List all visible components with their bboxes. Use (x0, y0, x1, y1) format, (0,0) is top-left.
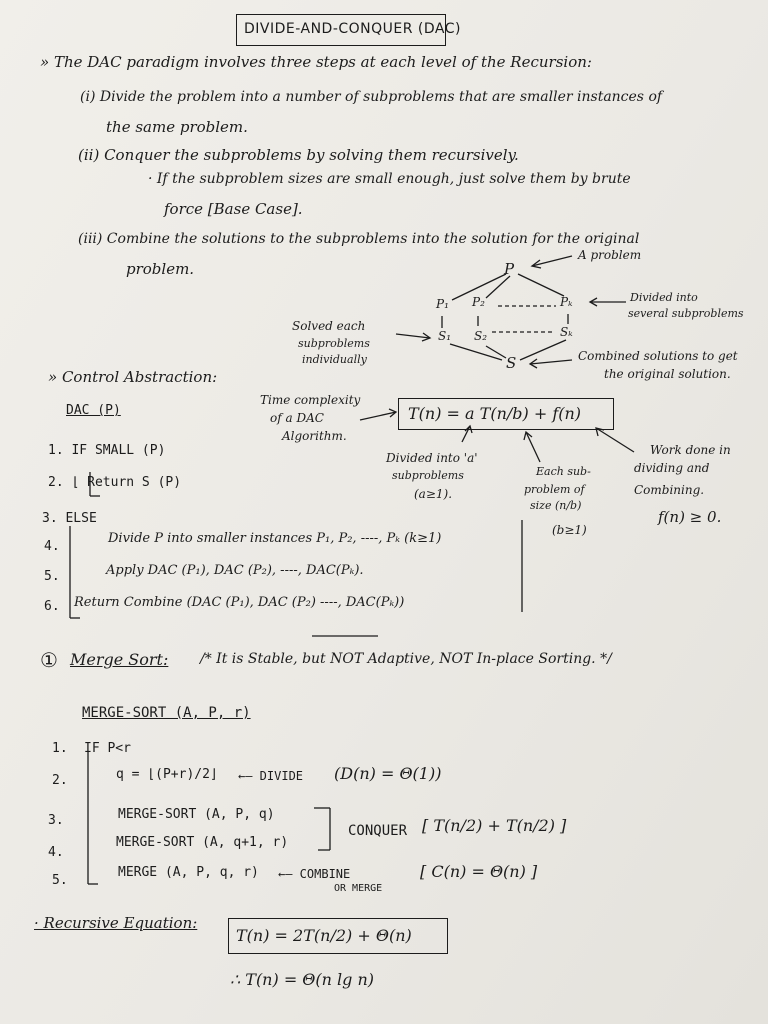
merge-line-1-num: 1. (52, 741, 68, 756)
tree-label-combined-1: Combined solutions to get (578, 349, 738, 363)
tree-label-divided-2: several subproblems (628, 307, 744, 320)
tree-label-combined-2: the original solution. (604, 367, 731, 381)
paradigm-line: » The DAC paradigm involves three steps at each level of the Recursion: (40, 53, 592, 71)
complexity-f-4: f(n) ≥ 0. (658, 508, 722, 526)
complexity-formula: T(n) = a T(n/b) + f(n) (408, 404, 582, 423)
step1-line-b: the same problem. (106, 118, 248, 136)
complexity-a-1: Divided into 'a' (386, 451, 478, 465)
complexity-a-2: subproblems (392, 469, 464, 482)
complexity-f-1: Work done in (650, 443, 731, 457)
tree-node-s1: S₁ (438, 329, 452, 343)
merge-heading: Merge Sort: (70, 650, 169, 669)
control-line-5-num: 5. (44, 569, 60, 584)
step2-line-a: (ii) Conquer the subproblems by solving them recursively. (78, 146, 519, 164)
merge-line-5: MERGE (A, P, q, r) (118, 865, 259, 880)
merge-line-2: q = ⌊(P+r)/2⌋ (116, 767, 218, 782)
tree-node-s2: S₂ (474, 329, 488, 343)
merge-line-4: MERGE-SORT (A, q+1, r) (116, 835, 289, 850)
complexity-b-3: size (n/b) (530, 499, 582, 512)
merge-or-merge-label: OR MERGE (334, 883, 383, 894)
step1-line-a: (i) Divide the problem into a number of subproblems that are smaller instances of (80, 89, 663, 105)
control-line-5: Apply DAC (P₁), DAC (P₂), ----, DAC(Pₖ). (106, 563, 364, 578)
complexity-f-3: Combining. (634, 483, 705, 497)
merge-result: ∴ T(n) = Θ(n lg n) (230, 970, 375, 989)
tree-label-solved-2: subproblems (298, 337, 370, 350)
control-line-4: Divide P into smaller instances P₁, P₂, ----, Pₖ (k≥1) (108, 531, 442, 546)
tree-label-solved-1: Solved each (292, 319, 366, 333)
page-title: DIVIDE-AND-CONQUER (DAC) (244, 21, 461, 37)
merge-conquer-eq: [ T(n/2) + T(n/2) ] (422, 816, 567, 835)
tree-node-p1: P₁ (436, 297, 449, 311)
merge-line-3: MERGE-SORT (A, P, q) (118, 807, 275, 822)
merge-line-4-num: 4. (48, 845, 64, 860)
merge-divide-label: ←— DIVIDE (238, 769, 304, 783)
step2-line-c: force [Base Case]. (164, 200, 303, 218)
merge-line-5-num: 5. (52, 873, 68, 888)
control-line-6: Return Combine (DAC (P₁), DAC (P₂) ----, DAC(Pₖ)) (74, 595, 405, 610)
complexity-a-3: (a≥1). (414, 487, 453, 501)
recursive-equation-label: · Recursive Equation: (34, 914, 198, 932)
tree-node-sk: Sₖ (560, 325, 573, 339)
tree-label-divided-1: Divided into (630, 291, 698, 304)
control-line-3: 3. ELSE (42, 511, 97, 526)
complexity-label-1: Time complexity (260, 393, 361, 407)
merge-combine-label: ←— COMBINE (278, 867, 351, 881)
merge-note: /* It is Stable, but NOT Adaptive, NOT In-place Sorting. */ (200, 651, 612, 667)
control-heading: » Control Abstraction: (48, 368, 218, 386)
control-line-6-num: 6. (44, 599, 60, 614)
tree-node-pk: Pₖ (560, 295, 573, 309)
dac-signature: DAC (P) (66, 403, 121, 418)
merge-divide-eq: (D(n) = Θ(1)) (334, 764, 442, 783)
tree-label-a-problem: A problem (578, 248, 642, 262)
merge-conquer-label: CONQUER (348, 823, 408, 839)
complexity-b-4: (b≥1) (552, 523, 587, 537)
complexity-b-2: problem of (524, 483, 585, 496)
merge-line-1: IF P<r (84, 741, 131, 756)
tree-node-p: P (504, 260, 515, 278)
tree-node-s: S (506, 354, 517, 372)
complexity-b-1: Each sub- (536, 465, 591, 478)
step2-line-b: · If the subproblem sizes are small enough, just solve them by brute (148, 171, 631, 187)
complexity-label-2: of a DAC (270, 411, 324, 425)
tree-node-p2: P₂ (472, 295, 485, 309)
complexity-label-3: Algorithm. (282, 429, 347, 443)
control-line-4-num: 4. (44, 539, 60, 554)
step3-line-b: problem. (126, 260, 195, 278)
merge-proc-signature: MERGE-SORT (A, P, r) (82, 705, 251, 721)
merge-combine-eq: [ C(n) = Θ(n) ] (420, 862, 538, 881)
merge-number-badge: ① (40, 648, 58, 672)
merge-line-2-num: 2. (52, 773, 68, 788)
tree-label-solved-3: individually (302, 353, 367, 366)
recursive-formula: T(n) = 2T(n/2) + Θ(n) (236, 926, 412, 945)
complexity-f-2: dividing and (634, 461, 710, 475)
control-line-2: 2. ⌊ Return S (P) (48, 475, 182, 490)
merge-line-3-num: 3. (48, 813, 64, 828)
step3-line-a: (iii) Combine the solutions to the subproblems into the solution for the original (78, 231, 640, 247)
control-line-1: 1. IF SMALL (P) (48, 443, 166, 458)
